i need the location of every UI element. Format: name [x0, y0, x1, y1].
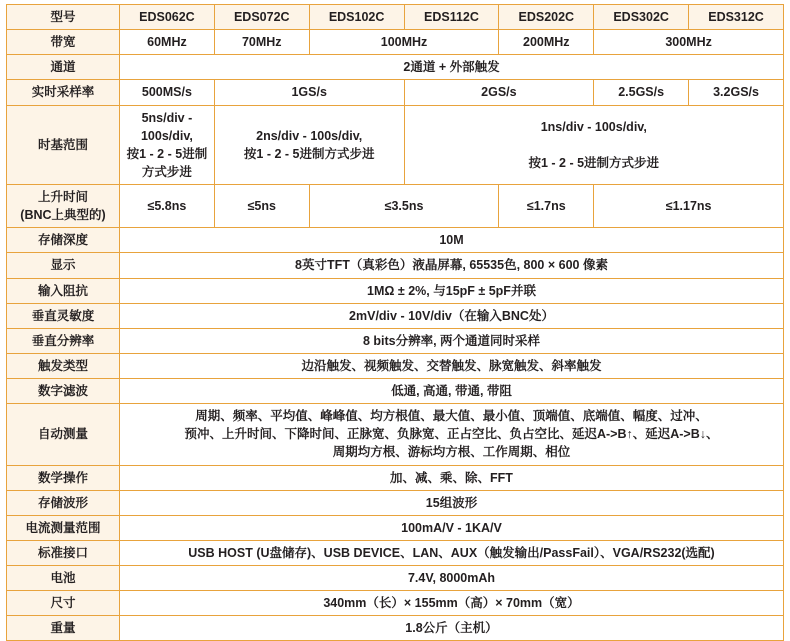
- table-cell: 周期、频率、平均值、峰峰值、均方根值、最大值、最小值、顶端值、底端值、幅度、过冲、 预冲、上升时间、下降时间、正脉宽、负脉宽、正占空比、负占空比、延迟A->B↑、延迟A->B↓、 周期均方根、游标均方根、工作周期、相位: [120, 404, 784, 465]
- table-row: [7, 404, 784, 465]
- table-cell: 1ns/div - 100s/div, 按1 - 2 - 5进制方式步进: [404, 105, 783, 185]
- table-cell: 100mA/V - 1KA/V: [120, 515, 784, 540]
- table-cell: 340mm（长）× 155mm（高）× 70mm（宽）: [120, 591, 784, 616]
- table-cell: 10M: [120, 228, 784, 253]
- row-label: 电流测量范围: [7, 515, 120, 540]
- table-cell: ≤3.5ns: [309, 185, 499, 228]
- table-row: [7, 328, 784, 353]
- header-cell-eds202c: EDS202C: [499, 5, 594, 30]
- table-row: [7, 303, 784, 328]
- row-label: 尺寸: [7, 591, 120, 616]
- header-cell-eds062c: EDS062C: [120, 5, 215, 30]
- table-row: [7, 379, 784, 404]
- table-header: [7, 5, 784, 30]
- row-label: 上升时间 (BNC上典型的): [7, 185, 120, 228]
- table-body: [7, 30, 784, 641]
- table-cell: 2mV/div - 10V/div（在输入BNC处）: [120, 303, 784, 328]
- header-cell-model: 型号: [7, 5, 120, 30]
- specification-table: [6, 4, 784, 641]
- row-label: 数字滤波: [7, 379, 120, 404]
- table-cell: ≤1.17ns: [594, 185, 784, 228]
- row-label: 通道: [7, 55, 120, 80]
- table-row: [7, 55, 784, 80]
- table-cell: 加、减、乘、除、FFT: [120, 465, 784, 490]
- table-row: [7, 566, 784, 591]
- table-header-row: [7, 5, 784, 30]
- row-label: 自动测量: [7, 404, 120, 465]
- table-cell: 8英寸TFT（真彩色）液晶屏幕, 65535色, 800 × 600 像素: [120, 253, 784, 278]
- row-label: 触发类型: [7, 353, 120, 378]
- row-label: 数学操作: [7, 465, 120, 490]
- table-row: [7, 465, 784, 490]
- row-label: 电池: [7, 566, 120, 591]
- table-cell: 60MHz: [120, 30, 215, 55]
- table-cell: 1MΩ ± 2%, 与15pF ± 5pF并联: [120, 278, 784, 303]
- table-row: [7, 490, 784, 515]
- header-cell-eds102c: EDS102C: [309, 5, 404, 30]
- header-cell-eds312c: EDS312C: [689, 5, 784, 30]
- table-row: [7, 253, 784, 278]
- table-cell: 100MHz: [309, 30, 499, 55]
- table-cell: 70MHz: [214, 30, 309, 55]
- row-label: 垂直灵敏度: [7, 303, 120, 328]
- row-label: 存储深度: [7, 228, 120, 253]
- row-label: 实时采样率: [7, 80, 120, 105]
- table-row: [7, 105, 784, 185]
- row-label: 显示: [7, 253, 120, 278]
- table-row: [7, 353, 784, 378]
- row-label: 存储波形: [7, 490, 120, 515]
- header-cell-eds302c: EDS302C: [594, 5, 689, 30]
- row-label: 重量: [7, 616, 120, 641]
- table-row: [7, 30, 784, 55]
- table-cell: ≤1.7ns: [499, 185, 594, 228]
- table-cell: 8 bits分辨率, 两个通道同时采样: [120, 328, 784, 353]
- row-label: 时基范围: [7, 105, 120, 185]
- table-cell: ≤5.8ns: [120, 185, 215, 228]
- table-cell: 5ns/div - 100s/div, 按1 - 2 - 5进制方式步进: [120, 105, 215, 185]
- row-label: 带宽: [7, 30, 120, 55]
- table-cell: 边沿触发、视频触发、交替触发、脉宽触发、斜率触发: [120, 353, 784, 378]
- header-cell-eds112c: EDS112C: [404, 5, 499, 30]
- table-cell: 2通道 + 外部触发: [120, 55, 784, 80]
- table-cell: 2.5GS/s: [594, 80, 689, 105]
- table-row: [7, 278, 784, 303]
- table-row: [7, 540, 784, 565]
- table-row: [7, 616, 784, 641]
- table-row: [7, 228, 784, 253]
- table-cell: 500MS/s: [120, 80, 215, 105]
- table-cell: 300MHz: [594, 30, 784, 55]
- table-row: [7, 80, 784, 105]
- table-cell: USB HOST (U盘储存)、USB DEVICE、LAN、AUX（触发输出/PassFail）、VGA/RS232(选配): [120, 540, 784, 565]
- table-cell: 200MHz: [499, 30, 594, 55]
- table-cell: 7.4V, 8000mAh: [120, 566, 784, 591]
- table-cell: 2GS/s: [404, 80, 594, 105]
- table-cell: 15组波形: [120, 490, 784, 515]
- table-row: [7, 185, 784, 228]
- table-cell: 1GS/s: [214, 80, 404, 105]
- table-row: [7, 515, 784, 540]
- table-cell: 低通, 高通, 带通, 带阻: [120, 379, 784, 404]
- row-label: 垂直分辨率: [7, 328, 120, 353]
- table-cell: ≤5ns: [214, 185, 309, 228]
- header-cell-eds072c: EDS072C: [214, 5, 309, 30]
- table-cell: 1.8公斤（主机）: [120, 616, 784, 641]
- table-cell: 3.2GS/s: [689, 80, 784, 105]
- table-row: [7, 591, 784, 616]
- table-cell: 2ns/div - 100s/div, 按1 - 2 - 5进制方式步进: [214, 105, 404, 185]
- row-label: 输入阻抗: [7, 278, 120, 303]
- row-label: 标准接口: [7, 540, 120, 565]
